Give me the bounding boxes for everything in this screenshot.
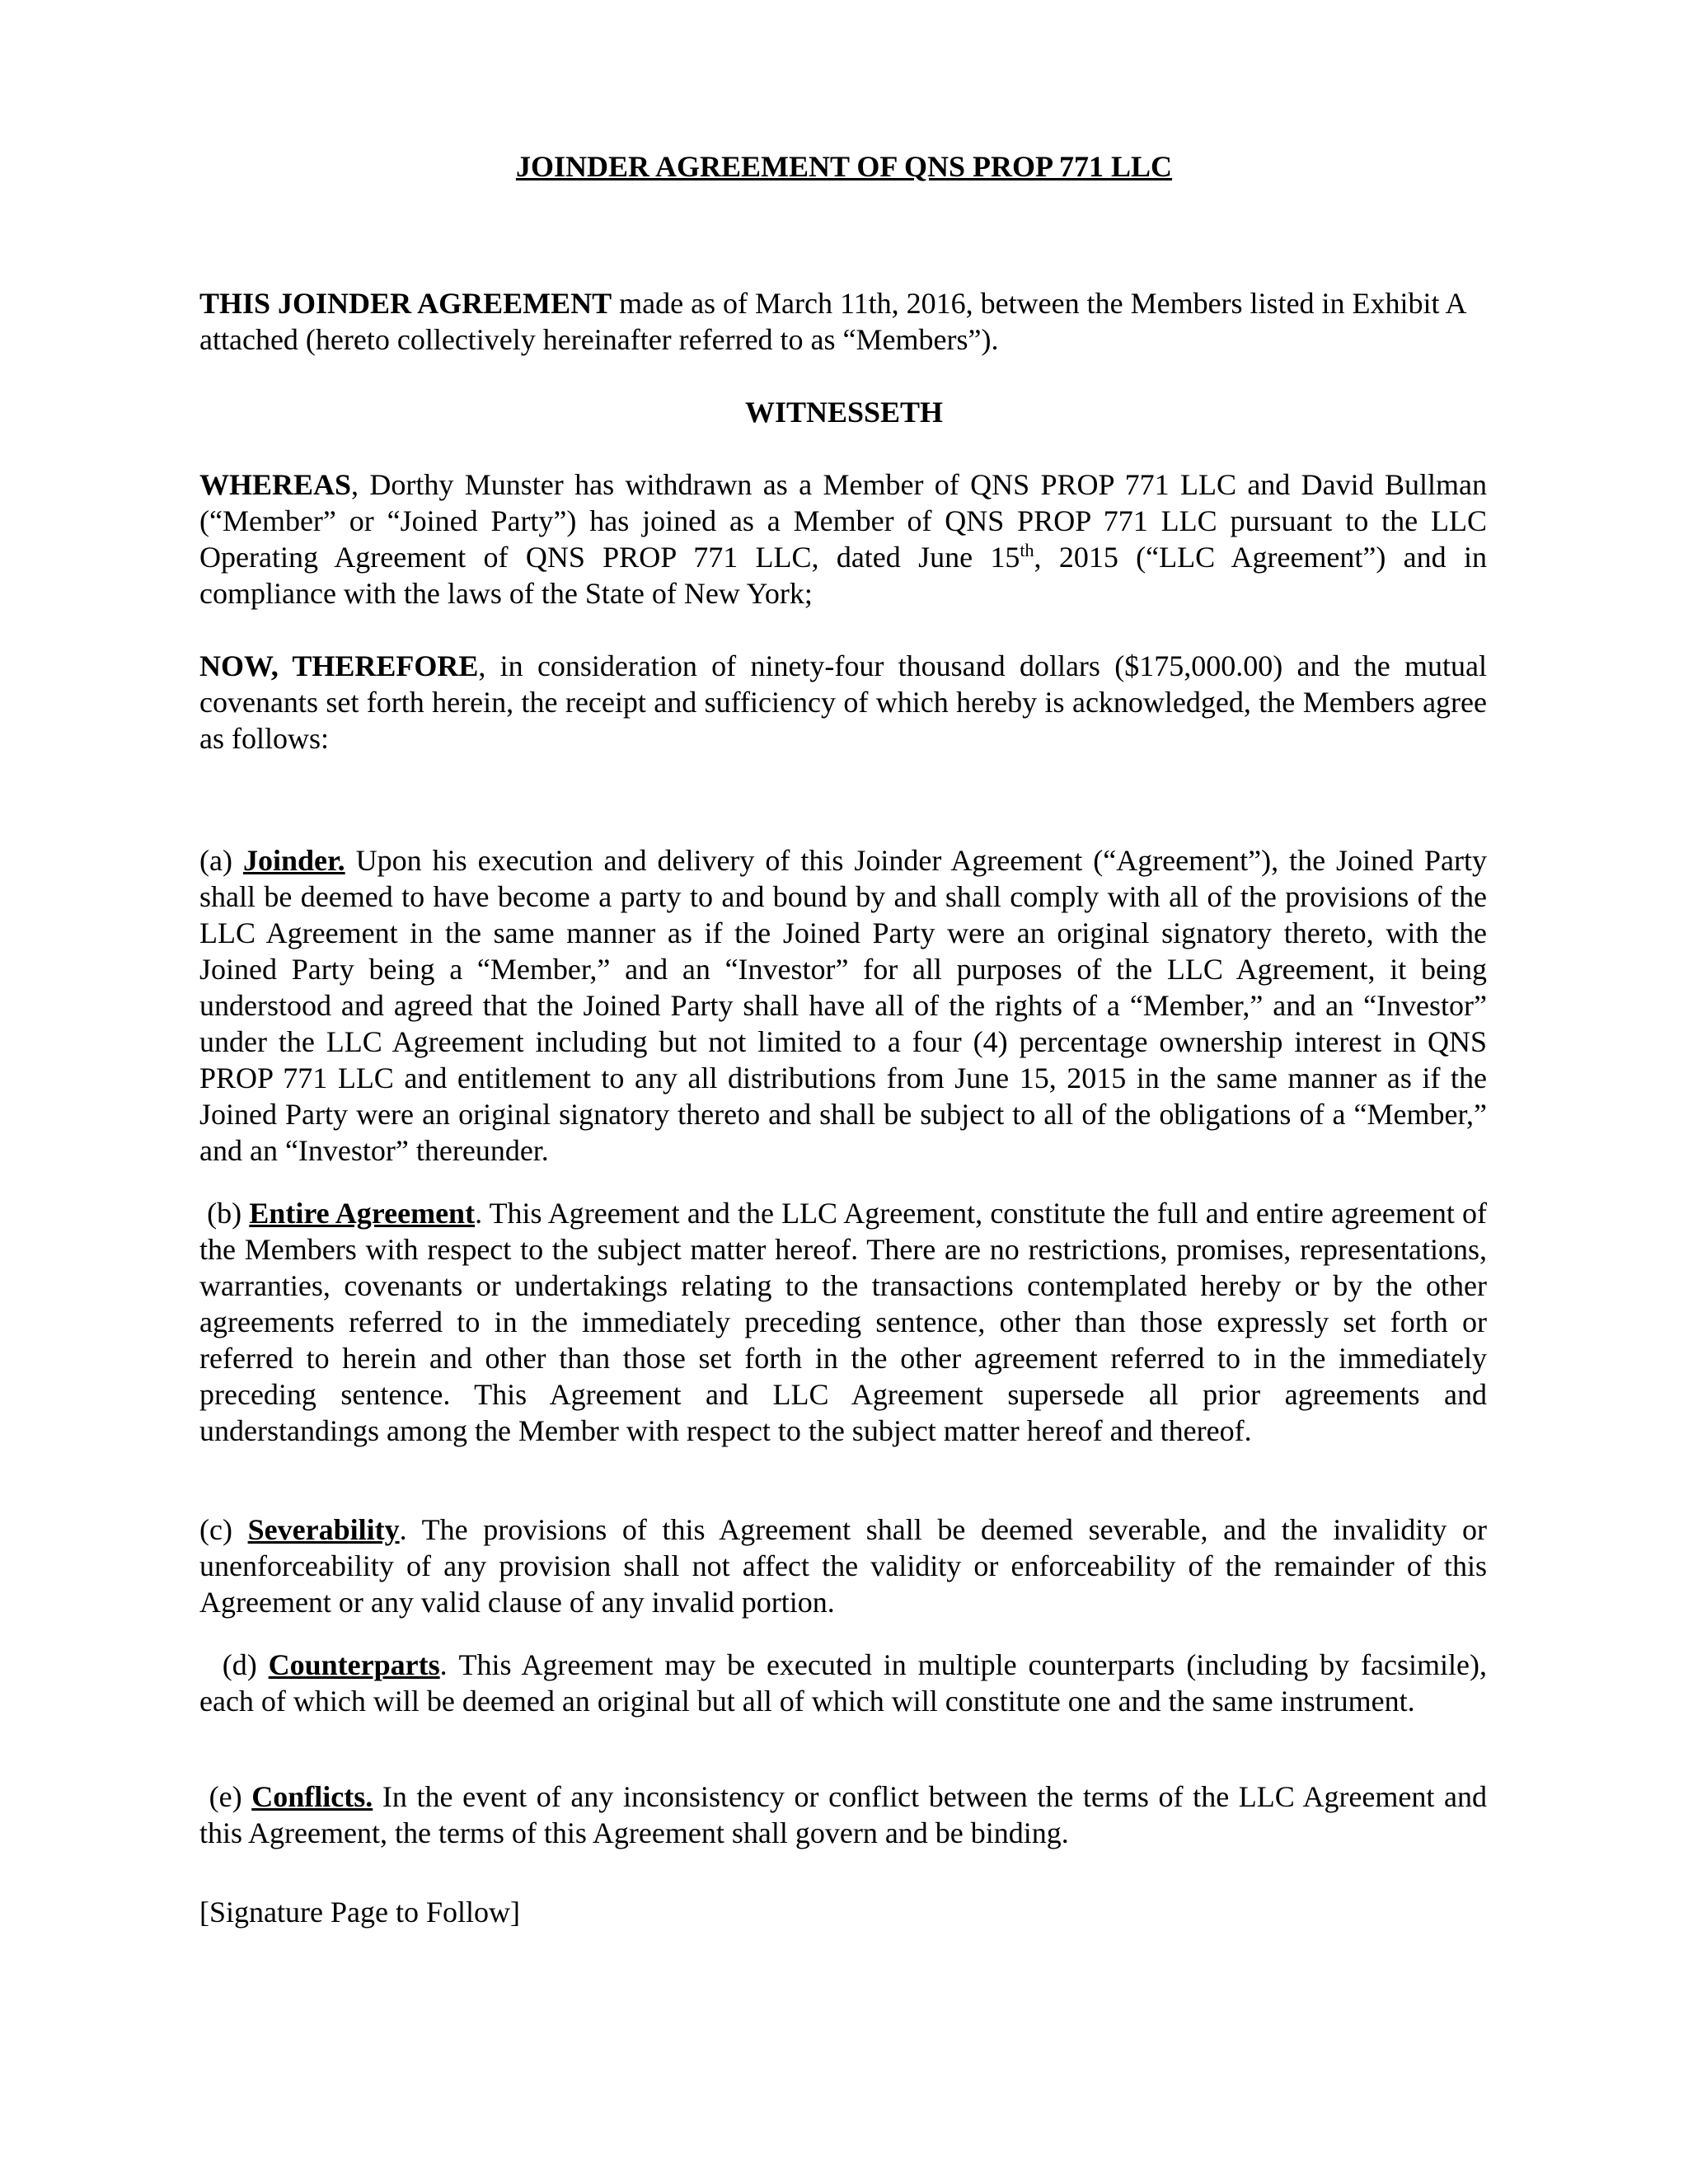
section-a-heading: Joinder. [242, 844, 345, 877]
intro-text: made as of March 11th, 2016, between the Members listed in Exhibit A attached (hereto collectively hereinafter referred to as “Members”). [199, 287, 1465, 356]
section-d-counterparts [199, 1647, 1487, 1719]
section-c-severability [199, 1511, 1487, 1620]
section-e-text: In the event of any inconsistency or conflict between the terms of the LLC Agreement and this Agreement, the terms of this Agreement shall govern and be binding. [199, 1780, 1487, 1849]
section-d-heading: Counterparts [268, 1648, 440, 1681]
section-b-heading: Entire Agreement [249, 1197, 476, 1230]
document-title: JOINDER AGREEMENT OF QNS PROP 771 LLC [515, 150, 1173, 183]
section-a-text: Upon his execution and delivery of this Joinder Agreement (“Agreement”), the Joined Party shall be deemed to have become a party to and bound by and shall comply with all of the provisions of the LLC Agreement in the same manner as if the Joined Party were an original signatory thereto, with the Joined Party being a “Member,” and an “Investor” for all purposes of the LLC Agreement, it being understood and agreed that the Joined Party shall have all of the rights of a “Member,” and an “Investor” under the LLC Agreement including but not limited to a four (4) percentage ownership interest in QNS PROP 771 LLC and entitlement to any all distributions from June 15, 2015 in the same manner as if the Joined Party were an original signatory thereto and shall be subject to all of the obligations of a “Member,” and an “Investor” thereunder. [199, 844, 1487, 1167]
whereas-paragraph [199, 466, 1487, 612]
witnesseth-heading: WITNESSETH [744, 396, 944, 429]
section-e-conflicts [199, 1779, 1487, 1851]
section-a-joinder [199, 842, 1487, 1169]
section-e-prefix: (e) [199, 1780, 252, 1813]
section-b-text: . This Agreement and the LLC Agreement, constitute the full and entire agreement of the Members with respect to the subject matter hereof. There are no restrictions, promises, representations, warranties, covenants or undertakings relating to the transactions contemplated hereby or by the other agreements referred to in the immediately preceding sentence, other than those expressly set forth or referred to herein and other than those set forth in the other agreement referred to in the immediately preceding sentence. This Agreement and LLC Agreement supersede all prior agreements and understandings among the Member with respect to the subject matter hereof and thereof. [199, 1197, 1488, 1447]
whereas-superscript: th [1020, 540, 1034, 560]
whereas-text-1: , Dorthy Munster has withdrawn as a Member of QNS PROP 771 LLC and David Bullman (“Member” or “Joined Party”) has joined as a Member of QNS PROP 771 LLC pursuant to the LLC Operating Agreement of QNS PROP 771 LLC, dated June 15 [199, 468, 1487, 574]
signature-page-note: [Signature Page to Follow] [199, 1896, 520, 1929]
whereas-text-2: , 2015 (“LLC Agreement”) and in compliance with the laws of the State of New York; [199, 541, 1487, 610]
section-a-prefix: (a) [199, 844, 243, 877]
now-therefore-paragraph [199, 648, 1487, 757]
section-e-heading: Conflicts. [251, 1780, 373, 1813]
section-b-prefix: (b) [199, 1197, 250, 1230]
whereas-lead: WHEREAS [199, 468, 352, 501]
section-c-heading: Severability [247, 1513, 400, 1546]
section-b-entire-agreement [199, 1195, 1487, 1449]
section-c-text: . The provisions of this Agreement shall be deemed severable, and the invalidity or unenforceability of any provision shall not affect the validity or enforceability of the remainder of this Agreement or any valid clause of any invalid portion. [199, 1513, 1487, 1619]
section-d-text: . This Agreement may be executed in multiple counterparts (including by facsimile), each of which will be deemed an original but all of which will constitute one and the same instrument. [199, 1648, 1487, 1718]
section-d-prefix: (d) [199, 1648, 269, 1681]
intro-lead: THIS JOINDER AGREEMENT [199, 287, 612, 320]
section-c-prefix: (c) [199, 1513, 248, 1546]
now-therefore-text: , in consideration of ninety-four thousand dollars ($175,000.00) and the mutual covenants set forth herein, the receipt and sufficiency of which hereby is acknowledged, the Members agree as follows: [199, 649, 1487, 755]
intro-paragraph [199, 285, 1487, 358]
now-therefore-lead: NOW, THEREFORE [199, 649, 479, 682]
